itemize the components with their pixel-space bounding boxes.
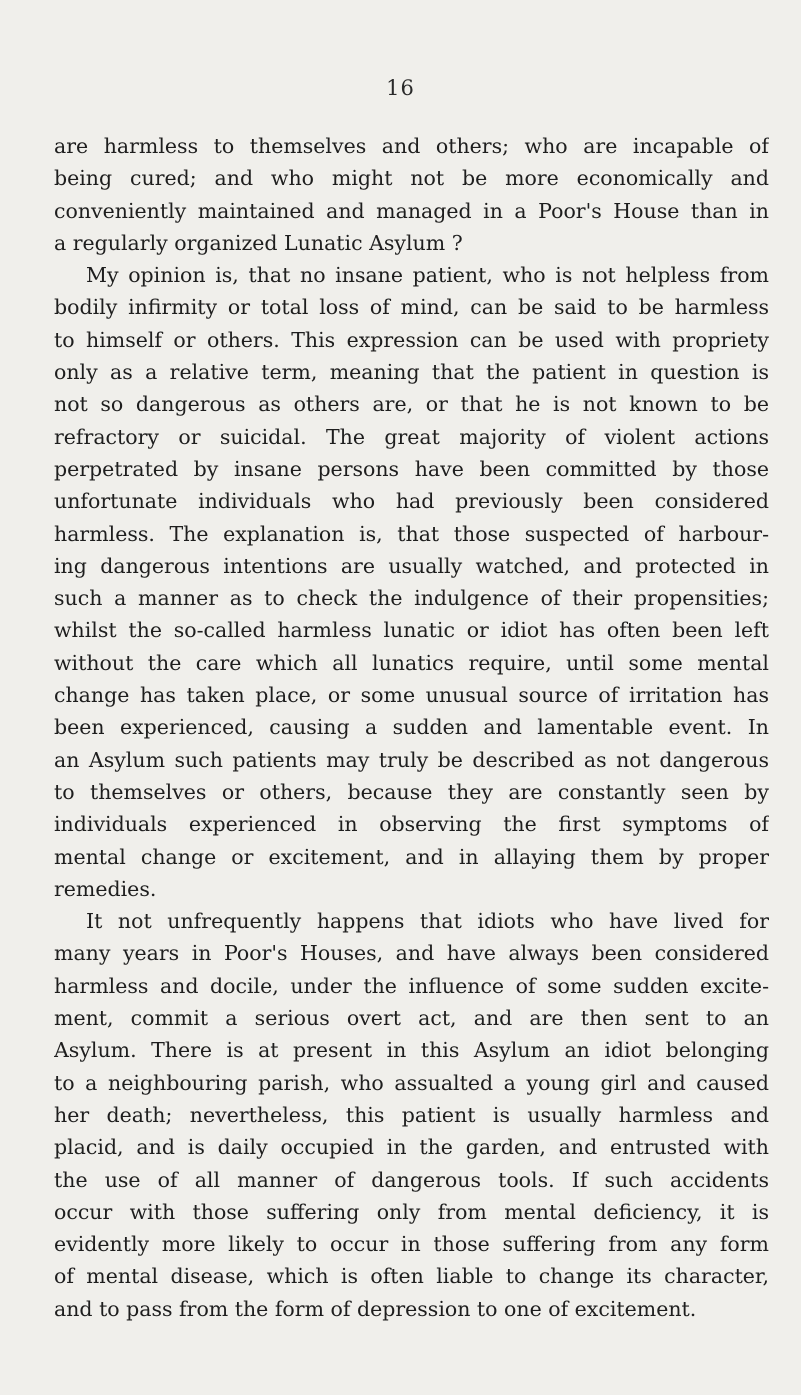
page-number: 16 xyxy=(386,76,415,100)
body-text xyxy=(54,130,769,1325)
text-line: an Asylum such patients may truly be described as not dangerous xyxy=(54,747,769,772)
text-line: ing dangerous intentions are usually watched, and protected in xyxy=(54,553,769,578)
text-line: her death; nevertheless, this patient is usually harmless and xyxy=(54,1102,769,1127)
text-line: change has taken place, or some unusual source of irritation has xyxy=(54,683,769,708)
text-line: to themselves or others, because they are constantly seen by xyxy=(54,779,769,804)
text-line: only as a relative term, meaning that the patient in question is xyxy=(54,360,769,385)
text-line: many years in Poor's Houses, and have always been considered xyxy=(54,941,769,966)
text-line: conveniently maintained and managed in a Poor's House than in xyxy=(54,198,769,223)
text-line: placid, and is daily occupied in the garden, and entrusted with xyxy=(54,1135,769,1160)
text-line: to a neighbouring parish, who assualted a young girl and caused xyxy=(54,1070,769,1095)
text-line: such a manner as to check the indulgence of their propensities; xyxy=(54,586,769,611)
text-line: remedies. xyxy=(54,876,157,901)
paragraph xyxy=(54,259,769,905)
text-line: harmless. The explanation is, that those suspected of harbour- xyxy=(54,521,769,546)
text-line: being cured; and who might not be more economically and xyxy=(54,166,769,191)
text-line: been experienced, causing a sudden and lamentable event. In xyxy=(54,715,769,740)
text-line: not so dangerous as others are, or that he is not known to be xyxy=(54,392,769,417)
text-line: It not unfrequently happens that idiots who have lived for xyxy=(86,909,769,934)
text-line: ment, commit a serious overt act, and are then sent to an xyxy=(54,1006,769,1031)
text-line: perpetrated by insane persons have been committed by those xyxy=(54,456,769,481)
text-line: evidently more likely to occur in those suffering from any form xyxy=(54,1232,769,1257)
text-line: unfortunate individuals who had previously been considered xyxy=(54,489,769,514)
text-line: Asylum. There is at present in this Asylum an idiot belonging xyxy=(54,1038,769,1063)
text-line: individuals experienced in observing the first symptoms of xyxy=(54,812,769,837)
text-line: and to pass from the form of depression to one of excitement. xyxy=(54,1296,697,1321)
text-line: are harmless to themselves and others; who are incapable of xyxy=(54,134,769,158)
text-line: My opinion is, that no insane patient, who is not helpless from xyxy=(86,263,769,288)
paragraph xyxy=(54,905,769,1325)
text-line: the use of all manner of dangerous tools. If such accidents xyxy=(54,1167,769,1192)
paragraph xyxy=(54,130,769,259)
text-line: refractory or suicidal. The great majority of violent actions xyxy=(54,424,769,449)
text-line: to himself or others. This expression can be used with propriety xyxy=(54,327,769,352)
text-line: mental change or excitement, and in allaying them by proper xyxy=(54,844,769,869)
text-line: occur with those suffering only from mental deficiency, it is xyxy=(54,1199,769,1224)
text-line: of mental disease, which is often liable to change its character, xyxy=(54,1264,769,1289)
text-line: harmless and docile, under the influence of some sudden excite- xyxy=(54,973,769,998)
text-line: without the care which all lunatics require, until some mental xyxy=(54,650,769,675)
text-line: whilst the so-called harmless lunatic or idiot has often been left xyxy=(54,618,769,643)
text-line: bodily infirmity or total loss of mind, can be said to be harmless xyxy=(54,295,769,320)
text-line: a regularly organized Lunatic Asylum ? xyxy=(54,230,463,255)
